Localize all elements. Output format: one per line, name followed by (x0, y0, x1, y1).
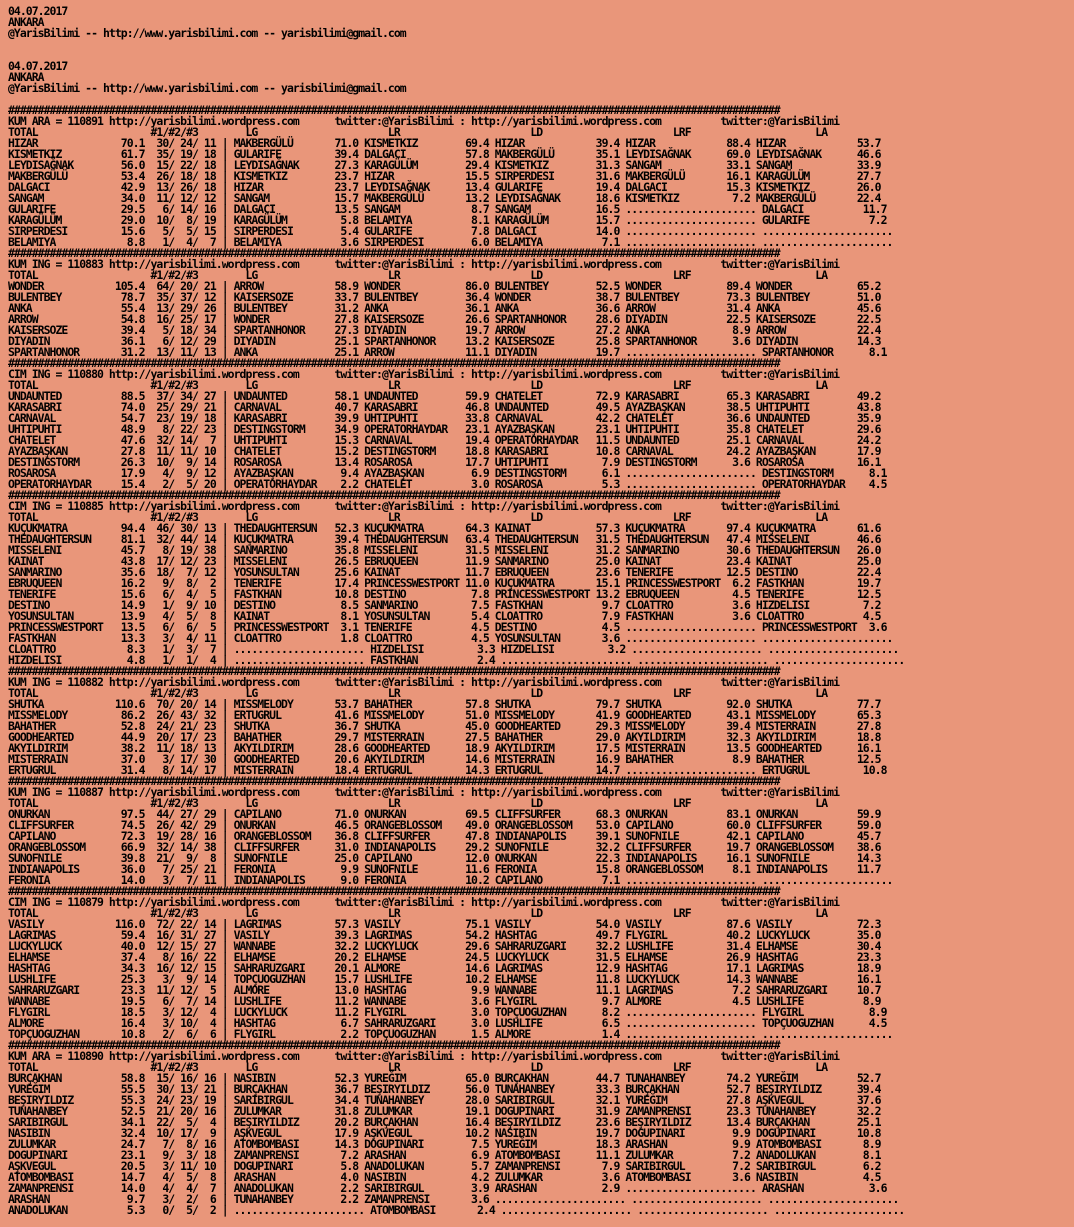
report-line: SAHRARUZGARI 23.3 11/ 12/ 5 | ALMORE 13.0 HASHTAG 9.9 WANNABE 11.1 LAGRIMAS 7.2 SAHRARUZGARI 10.7 (8, 983, 881, 997)
report-line: ################################################################################################################################## (8, 246, 780, 260)
report-line: ################################################################################################################################## (8, 884, 780, 898)
report-line: INDIANAPOLIS 36.0 7/ 25/ 21 | FERONIA 9.9 SUNOFNILE 11.6 FERONIA 15.8 ORANGEBLOSSOM 8.1 INDIANAPOLIS 11.7 (8, 862, 881, 876)
report-line: @YarisBilimi -- http://www.yarisbilimi.com -- yarisbilimi@gmail.com (8, 26, 406, 40)
report-line: LAGRIMAS 59.4 16/ 31/ 27 | VASILY 39.3 LAGRIMAS 54.2 HASHTAG 49.7 FLYGIRL 40.2 LUCKYLUCK 35.0 (8, 928, 881, 942)
report-line: BAHATHER 52.8 24/ 21/ 23 | SHUTKA 36.7 SHUTKA 45.0 GOODHEARTED 29.3 MISSMELODY 39.4 MISTERRAIN 27.8 (8, 719, 881, 733)
report-line: ALMORE 16.4 3/ 10/ 4 | HASHTAG 6.7 SAHRARUZGARI 3.0 LUSHLIFE 6.5 ...................... TOPÇUOGUZHAN 4.5 (8, 1016, 887, 1030)
report-line: FASTKHAN 13.3 3/ 4/ 11 | CLOATTRO 1.8 CLOATTRO 4.5 YOSUNSULTAN 3.6 ...................... ...................... (8, 631, 893, 645)
report-line: LUSHLIFE 25.3 3/ 9/ 14 | TOPÇUOGUZHAN 15.7 LUSHLIFE 10.2 ELHAMSE 11.8 LUCKYLUCK 14.3 WANNABE 16.1 (8, 972, 881, 986)
report-line: CHATELET 47.6 32/ 14/ 7 | UHTIPUHTI 15.3 CARNAVAL 19.4 OPERATORHAYDAR 11.5 UNDAUNTED 25.1 CARNAVAL 24.2 (8, 433, 881, 447)
report-line: VASILY 116.0 72/ 22/ 14 | LAGRIMAS 57.3 VASILY 75.1 VASILY 54.0 VASILY 87.6 VASILY 72.3 (8, 917, 881, 931)
report-line: SPARTANHONOR 31.2 13/ 11/ 13 | ANKA 25.1 ARROW 11.1 DIYADIN 19.7 ...................... SPARTANHONOR 8.1 (8, 345, 887, 359)
report-line: CIM ING = 110879 http://yarisbilimi.wordpress.com twitter:@YarisBilimi : http://yarisbilimi.wordpress.com twitter:@YarisBilimi (8, 895, 840, 909)
report-line: ERTUGRUL 31.4 8/ 14/ 17 | MISTERRAIN 18.4 ERTUGRUL 14.3 ERTUGRUL 14.7 ...................... ERTUGRUL 10.8 (8, 763, 887, 777)
report-line: ARROW 54.8 16/ 25/ 17 | WONDER 27.8 KAISERSOZE 26.6 SPARTANHONOR 28.6 DIYADIN 22.5 KAISERSOZE 22.5 (8, 312, 881, 326)
report-line: KUM ING = 110882 http://yarisbilimi.wordpress.com twitter:@YarisBilimi : http://yarisbilimi.wordpress.com twitter:@YarisBilimi (8, 675, 840, 689)
report-line: ROSAROSA 17.9 4/ 9/ 12 | AYAZBAŞKAN 9.4 AYAZBAŞKAN 6.9 DESTINGSTORM 6.1 ...................... DESTINGSTORM 8.1 (8, 466, 887, 480)
report-line: ################################################################################################################################## (8, 103, 780, 117)
report-line: UNDAUNTED 88.5 37/ 34/ 27 | UNDAUNTED 58.1 UNDAUNTED 59.9 CHATELET 72.9 KARASABRI 65.3 KARASABRI 49.2 (8, 389, 881, 403)
report-line: OPERATORHAYDAR 15.4 2/ 5/ 20 | OPERATORHAYDAR 2.2 CHATELET 3.0 ROSAROSA 5.3 ...................... OPERATORHAYDAR 4.5 (8, 477, 887, 491)
report-line: HIZDELISI 4.8 1/ 1/ 4 | ...................... FASTKHAN 2.4 ...................... ...................... ...................... (8, 653, 905, 667)
report-line: BURÇAKHAN 58.8 15/ 16/ 16 | NASIBIN 52.3 YUREĞIM 65.0 BURÇAKHAN 44.7 TUNAHANBEY 74.2 YUREĞIM 52.7 (8, 1071, 881, 1085)
report-line: ARASHAN 9.7 3/ 2/ 6 | TUNAHANBEY 2.2 ZAMANPRENSI 3.6 ...................... ...................... ...................... (8, 1192, 899, 1206)
report-line: THEDAUGHTERSUN 81.1 32/ 44/ 14 | KUÇUKMATRA 39.4 THEDAUGHTERSUN 63.4 THEDAUGHTERSUN 31.5 THEDAUGHTERSUN 47.4 MISSELENI 46.6 (8, 532, 881, 546)
report-line: BULENTBEY 78.7 35/ 37/ 12 | KAISERSOZE 33.7 BULENTBEY 36.4 WONDER 38.7 BULENTBEY 73.3 BULENTBEY 51.0 (8, 290, 881, 304)
report-line: KARAGÜLÜM 29.0 10/ 8/ 19 | KARAGÜLÜM 5.8 BELAMIYA 8.1 KARAGÜLÜM 15.7 ...................... GULARIFE 7.2 (8, 213, 887, 227)
report-line: UHTIPUHTI 48.9 8/ 22/ 23 | DESTINGSTORM 34.9 OPERATORHAYDAR 23.1 AYAZBAŞKAN 23.1 UHTIPUHTI 35.8 CHATELET 29.6 (8, 422, 881, 436)
report-line: TENERIFE 15.6 6/ 4/ 5 | FASTKHAN 10.8 DESTINO 7.8 PRINCESSWESTPORT 13.2 EBRUQUEEN 4.5 TENERIFE 12.5 (8, 587, 881, 601)
report-line: ################################################################################################################################## (8, 488, 780, 502)
report-line: ORANGEBLOSSOM 66.9 32/ 14/ 38 | CLIFFSURFER 31.0 INDIANAPOLIS 29.2 SUNOFNILE 32.2 CLIFFSURFER 19.7 ORANGEBLOSSOM 38.6 (8, 840, 881, 854)
report-line: DESTINGSTORM 26.3 10/ 9/ 14 | ROSAROSA 13.4 ROSAROSA 17.7 UHTIPUHTI 7.9 DESTINGSTORM 3.6 ROSAROSA 16.1 (8, 455, 881, 469)
report-line: SIRPERDESI 15.6 5/ 5/ 15 | SIRPERDESI 5.4 GULARIFE 7.8 DALGACI 14.0 ...................... ...................... (8, 224, 893, 238)
report-line: AŞKVEGUL 20.5 3/ 11/ 10 | DOGUPINARI 5.8 ANADOLUKAN 5.7 ZAMANPRENSI 7.9 SARIBIRGUL 7.2 SARIBIRGUL 6.2 (8, 1159, 881, 1173)
report-line: SHUTKA 110.6 70/ 20/ 14 | MISSMELODY 53.7 BAHATHER 57.8 SHUTKA 79.7 SHUTKA 92.0 SHUTKA 77.7 (8, 697, 881, 711)
report-line: WONDER 105.4 64/ 20/ 21 | ARROW 58.9 WONDER 86.0 BULENTBEY 52.5 WONDER 89.4 WONDER 65.2 (8, 279, 881, 293)
report-line: KUM ING = 110887 http://yarisbilimi.wordpress.com twitter:@YarisBilimi : http://yarisbilimi.wordpress.com twitter:@YarisBilimi (8, 785, 840, 799)
report-line: LUCKYLUCK 40.0 12/ 15/ 27 | WANNABE 32.2 LUCKYLUCK 29.6 SAHRARUZGARI 32.2 LUSHLIFE 31.4 ELHAMSE 30.4 (8, 939, 881, 953)
report-line: AKYILDIRIM 38.2 11/ 18/ 13 | AKYILDIRIM 28.6 GOODHEARTED 18.9 AKYILDIRIM 17.5 MISTERRAIN 13.5 GOODHEARTED 16.1 (8, 741, 881, 755)
report-line: EBRUQUEEN 16.2 9/ 8/ 2 | TENERIFE 17.4 PRINCESSWESTPORT 11.0 KUÇUKMATRA 15.1 PRINCESSWESTPORT 6.2 FASTKHAN 19.7 (8, 576, 881, 590)
report-line: 04.07.2017 (8, 4, 68, 18)
report-line: TOTAL #1/#2/#3 LG LR LD LRF LA (8, 378, 828, 392)
report-line: TOTAL #1/#2/#3 LG LR LD LRF LA (8, 796, 828, 810)
report-line: LEYDISAĞNAK 56.0 15/ 22/ 18 | LEYDISAĞNAK 27.3 KARAGÜLÜM 29.4 KISMETKIZ 31.3 SANGAM 33.1 SANGAM 33.9 (8, 158, 881, 172)
report-line: DOGUPINARI 23.1 9/ 3/ 18 | ZAMANPRENSI 7.2 ARASHAN 6.9 ATOMBOMBASI 11.1 ZULUMKAR 7.2 ANADOLUKAN 8.1 (8, 1148, 881, 1162)
report-line: SANMARINO 35.6 18/ 7/ 12 | YOSUNSULTAN 25.6 KAINAT 11.7 EBRUQUEEN 23.6 TENERIFE 12.5 DESTINO 22.4 (8, 565, 881, 579)
report-line: FERONIA 14.0 3/ 7/ 11 | INDIANAPOLIS 9.0 FERONIA 10.2 CAPILANO 7.1 ...................... ...................... (8, 873, 893, 887)
report-line: CIM ING = 110880 http://yarisbilimi.wordpress.com twitter:@YarisBilimi : http://yarisbilimi.wordpress.com twitter:@YarisBilimi (8, 367, 840, 381)
report-line: ONURKAN 97.5 44/ 27/ 29 | CAPILANO 71.0 ONURKAN 69.5 CLIFFSURFER 68.3 ONURKAN 83.1 ONURKAN 59.9 (8, 807, 881, 821)
report-line: KARASABRI 74.0 25/ 29/ 21 | CARNAVAL 40.7 KARASABRI 46.8 UNDAUNTED 49.5 AYAZBAŞKAN 38.5 UHTIPUHTI 43.8 (8, 400, 881, 414)
report-line: ################################################################################################################################## (8, 356, 780, 370)
report-line: BELAMIYA 8.8 1/ 4/ 7 | BELAMIYA 3.6 SIRPERDESI 6.0 BELAMIYA 7.1 ...................... ...................... (8, 235, 893, 249)
report-line: ATOMBOMBASI 14.7 4/ 5/ 8 | ARASHAN 4.0 NASIBIN 4.2 ZULUMKAR 3.6 ATOMBOMBASI 3.6 NASIBIN 4.5 (8, 1170, 881, 1184)
report-line: YUREĞIM 55.5 30/ 13/ 21 | BURÇAKHAN 36.7 BEŞIRYILDIZ 56.0 TUNAHANBEY 33.3 BURÇAKHAN 52.7 BEŞIRYILDIZ 39.4 (8, 1082, 881, 1096)
report-line: KUM ARA = 110891 http://yarisbilimi.wordpress.com twitter:@YarisBilimi : http://yarisbilimi.wordpress.com twitter:@YarisBilimi (8, 114, 840, 128)
report-line: ANADOLUKAN 5.3 0/ 5/ 2 | ...................... ATOMBOMBASI 2.4 ...................... ...................... ...................... (8, 1203, 905, 1217)
report-line: DESTINO 14.9 1/ 9/ 10 | DESTINO 8.5 SANMARINO 7.5 FASTKHAN 9.7 CLOATTRO 3.6 HIZDELISI 7.2 (8, 598, 881, 612)
report-line: @YarisBilimi -- http://www.yarisbilimi.com -- yarisbilimi@gmail.com (8, 81, 406, 95)
report-line: TOTAL #1/#2/#3 LG LR LD LRF LA (8, 1060, 828, 1074)
report-line: TUNAHANBEY 52.5 21/ 20/ 16 | ZULUMKAR 31.8 ZULUMKAR 19.1 DOGUPINARI 31.9 ZAMANPRENSI 23.3 TUNAHANBEY 32.2 (8, 1104, 881, 1118)
report-line: TOPÇUOGUZHAN 10.8 2/ 6/ 6 | FLYGIRL 2.2 TOPÇUOGUZHAN 1.5 ALMORE 1.4 ...................... ...................... (8, 1027, 893, 1041)
report-line: ANKA 55.4 13/ 29/ 26 | BULENTBEY 31.2 ANKA 36.1 ANKA 36.6 ARROW 31.4 ANKA 45.6 (8, 301, 881, 315)
report-line: ################################################################################################################################## (8, 664, 780, 678)
report-line: HIZAR 70.1 30/ 24/ 11 | MAKBERGÜLÜ 71.0 KISMETKIZ 69.4 HIZAR 39.4 HIZAR 88.4 HIZAR 53.7 (8, 136, 881, 150)
report-line: CLIFFSURFER 74.5 26/ 42/ 29 | ONURKAN 46.5 ORANGEBLOSSOM 49.0 ORANGEBLOSSOM 53.0 CAPILANO 60.0 CLIFFSURFER 59.0 (8, 818, 881, 832)
report-line: SANGAM 34.0 11/ 12/ 12 | SANGAM 15.7 MAKBERGÜLÜ 13.2 LEYDISAĞNAK 18.6 KISMETKIZ 7.2 MAKBERGÜLÜ 22.4 (8, 191, 881, 205)
report-line: CIM ING = 110885 http://yarisbilimi.wordpress.com twitter:@YarisBilimi : http://yarisbilimi.wordpress.com twitter:@YarisBilimi (8, 499, 840, 513)
report-line: BEŞIRYILDIZ 55.3 24/ 23/ 19 | SARIBIRGUL 34.4 TUNAHANBEY 28.0 SARIBIRGUL 32.1 YUREĞIM 27.8 AŞKVEGUL 37.6 (8, 1093, 881, 1107)
report-line: HASHTAG 34.3 16/ 12/ 15 | SAHRARUZGARI 20.1 ALMORE 14.6 LAGRIMAS 12.9 HASHTAG 17.1 LAGRIMAS 18.9 (8, 961, 881, 975)
report-line: TOTAL #1/#2/#3 LG LR LD LRF LA (8, 510, 828, 524)
report-line: SARIBIRGUL 34.1 22/ 5/ 4 | BEŞIRYILDIZ 20.2 BURÇAKHAN 16.4 BEŞIRYILDIZ 23.6 BEŞIRYILDIZ 13.4 BURÇAKHAN 25.1 (8, 1115, 881, 1129)
report-line: CARNAVAL 54.7 23/ 19/ 18 | KARASABRI 39.9 UHTIPUHTI 33.8 CARNAVAL 42.2 CHATELET 36.6 UNDAUNTED 35.9 (8, 411, 881, 425)
report-line: ANKARA (8, 70, 44, 84)
report-line: NASIBIN 32.4 10/ 17/ 9 | AŞKVEGUL 17.9 AŞKVEGUL 10.2 NASIBIN 19.7 DOGUPINARI 9.9 DOGUPINARI 10.8 (8, 1126, 881, 1140)
report-line: ELHAMSE 37.4 8/ 16/ 22 | ELHAMSE 20.2 ELHAMSE 24.5 LUCKYLUCK 31.5 ELHAMSE 26.9 HASHTAG 23.3 (8, 950, 881, 964)
report-line: YOSUNSULTAN 13.9 4/ 5/ 8 | KAINAT 8.1 YOSUNSULTAN 5.4 CLOATTRO 7.9 FASTKHAN 3.6 CLOATTRO 4.5 (8, 609, 881, 623)
report-line: KAINAT 43.8 17/ 12/ 23 | MISSELENI 26.5 EBRUQUEEN 11.9 SANMARINO 25.0 KAINAT 23.4 KAINAT 25.0 (8, 554, 881, 568)
report-line: CLOATTRO 8.3 1/ 3/ 7 | ...................... HIZDELISI 3.3 HIZDELISI 3.2 ...................... ...................... (8, 642, 899, 656)
report-line: WANNABE 19.5 6/ 7/ 14 | LUSHLIFE 11.2 WANNABE 3.6 FLYGIRL 9.7 ALMORE 4.5 LUSHLIFE 8.9 (8, 994, 881, 1008)
report-line: MAKBERGÜLÜ 53.4 26/ 18/ 18 | KISMETKIZ 23.7 HIZAR 15.5 SIRPERDESI 31.6 MAKBERGÜLÜ 16.1 KARAGÜLÜM 27.7 (8, 169, 881, 183)
report-line: DIYADIN 36.1 6/ 12/ 29 | DIYADIN 25.1 SPARTANHONOR 13.2 KAISERSOZE 25.8 SPARTANHONOR 3.6 DIYADIN 14.3 (8, 334, 881, 348)
report-line: 04.07.2017 (8, 59, 68, 73)
report-line: ZULUMKAR 24.7 7/ 8/ 16 | ATOMBOMBASI 14.3 DOGUPINARI 7.5 YUREĞIM 18.3 ARASHAN 9.9 ATOMBOMBASI 8.9 (8, 1137, 881, 1151)
report-line: KUM ARA = 110890 http://yarisbilimi.wordpress.com twitter:@YarisBilimi : http://yarisbilimi.wordpress.com twitter:@YarisBilimi (8, 1049, 840, 1063)
report-line: ZAMANPRENSI 14.0 4/ 4/ 7 | ANADOLUKAN 2.2 SARIBIRGUL 3.9 ARASHAN 2.9 ...................... ARASHAN 3.6 (8, 1181, 887, 1195)
report-line: PRINCESSWESTPORT 13.5 6/ 6/ 5 | PRINCESSWESTPORT 3.1 TENERIFE 4.5 DESTINO 4.5 ...................... PRINCESSWESTPORT 3.6 (8, 620, 887, 634)
report-line: ################################################################################################################################## (8, 1038, 780, 1052)
report-line: KUM ING = 110883 http://yarisbilimi.wordpress.com twitter:@YarisBilimi : http://yarisbilimi.wordpress.com twitter:@YarisBilimi (8, 257, 840, 271)
report-line: ANKARA (8, 15, 44, 29)
report-line: MISTERRAIN 37.0 3/ 17/ 30 | GOODHEARTED 20.6 AKYILDIRIM 14.6 MISTERRAIN 16.9 BAHATHER 8.9 BAHATHER 12.5 (8, 752, 881, 766)
report-line: TOTAL #1/#2/#3 LG LR LD LRF LA (8, 906, 828, 920)
report-line: KISMETKIZ 61.7 35/ 19/ 18 | GULARIFE 39.4 DALGACI 57.8 MAKBERGÜLÜ 35.1 LEYDISAĞNAK 69.0 LEYDISAĞNAK 46.6 (8, 147, 881, 161)
report-line: TOTAL #1/#2/#3 LG LR LD LRF LA (8, 268, 828, 282)
report-line: MISSMELODY 86.2 26/ 43/ 32 | ERTUGRUL 41.6 MISSMELODY 51.0 MISSMELODY 41.9 GOODHEARTED 43.1 MISSMELODY 65.3 (8, 708, 881, 722)
report-line: GULARIFE 29.5 6/ 14/ 16 | DALGACI 13.5 SANGAM 8.7 SANGAM 16.5 ...................... DALGACI 11.7 (8, 202, 887, 216)
report-line: GOODHEARTED 44.9 20/ 17/ 23 | BAHATHER 29.7 MISTERRAIN 27.5 BAHATHER 29.0 AKYILDIRIM 32.3 AKYILDIRIM 18.8 (8, 730, 881, 744)
report-line: DALGACI 42.9 13/ 26/ 18 | HIZAR 23.7 LEYDISAĞNAK 13.4 GULARIFE 19.4 DALGACI 15.3 KISMETKIZ 26.0 (8, 180, 881, 194)
report-line: ################################################################################################################################## (8, 774, 780, 788)
report-line: FLYGIRL 18.5 3/ 12/ 4 | LUCKYLUCK 11.2 FLYGIRL 3.0 TOPÇUOGUZHAN 8.2 ...................... FLYGIRL 8.9 (8, 1005, 887, 1019)
report-line: TOTAL #1/#2/#3 LG LR LD LRF LA (8, 125, 828, 139)
report-line: MISSELENI 45.7 8/ 19/ 38 | SANMARINO 35.8 MISSELENI 31.5 MISSELENI 31.2 SANMARINO 30.6 THEDAUGHTERSUN 26.0 (8, 543, 881, 557)
report-line: TOTAL #1/#2/#3 LG LR LD LRF LA (8, 686, 828, 700)
report-line: KAISERSOZE 39.4 5/ 18/ 34 | SPARTANHONOR 27.3 DIYADIN 19.7 ARROW 27.2 ANKA 8.9 ARROW 22.4 (8, 323, 881, 337)
report-line: SUNOFNILE 39.8 21/ 9/ 8 | SUNOFNILE 25.0 CAPILANO 12.0 ONURKAN 22.3 INDIANAPOLIS 16.1 SUNOFNILE 14.3 (8, 851, 881, 865)
report-line: AYAZBAŞKAN 27.8 11/ 11/ 10 | CHATELET 15.2 DESTINGSTORM 18.8 KARASABRI 10.8 CARNAVAL 24.2 AYAZBAŞKAN 17.9 (8, 444, 881, 458)
report-line: CAPILANO 72.3 19/ 28/ 16 | ORANGEBLOSSOM 36.8 CLIFFSURFER 47.8 INDIANAPOLIS 39.1 SUNOFNILE 42.1 CAPILANO 45.7 (8, 829, 881, 843)
report-line: KUÇUKMATRA 94.4 46/ 30/ 13 | THEDAUGHTERSUN 52.3 KUÇUKMATRA 64.3 KAINAT 57.3 KUÇUKMATRA 97.4 KUÇUKMATRA 61.6 (8, 521, 881, 535)
